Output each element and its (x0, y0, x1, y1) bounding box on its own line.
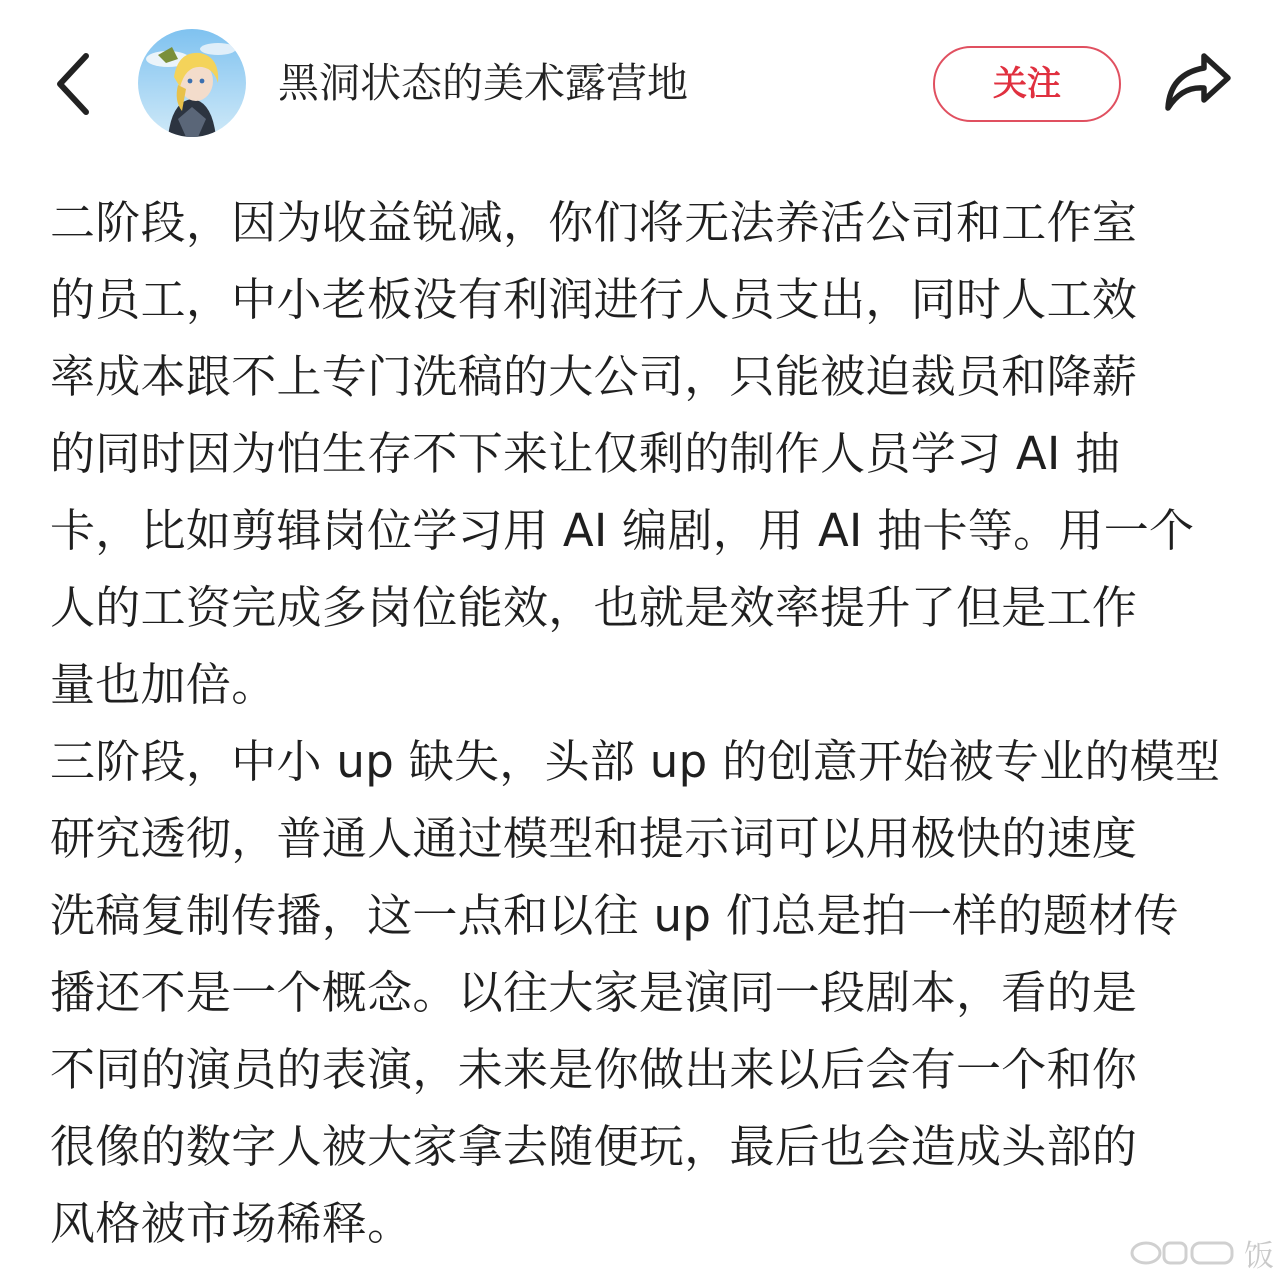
back-button[interactable] (46, 46, 106, 122)
follow-button[interactable]: 关注 (933, 46, 1121, 122)
post-paragraph: 三阶段，中小 up 缺失，头部 up 的创意开始被专业的模型 研究透彻，普通人通过模型和提示词可以用极快的速度 洗稿复制传播，这一点和以往 up 们总是拍一样的题材传 播还不是一个概念。以往大家是演同一段剧本，看的是 不同的演员的表演，未来是你做出来以后会有一个和你 很像的数字人被大家拿去随便玩，最后也会造成头部的 风格被市场稀释。 (50, 735, 1221, 1250)
post-paragraph: 二阶段，因为收益锐减，你们将无法养活公司和工作室 的员工，中小老板没有利润进行人员支出，同时人工效 率成本跟不上专门洗稿的大公司，只能被迫裁员和降薪 的同时因为怕生存不下来让仅剩的制作人员学习 AI 抽 卡，比如剪辑岗位学习用 AI 编剧，用 AI 抽卡等。用一个 人的工资完成多岗位能效，也就是效率提升了但是工作 量也加倍。 (50, 196, 1195, 711)
post-body (50, 184, 1250, 1262)
top-bar (0, 0, 1284, 170)
watermark-logo-icon (1128, 1233, 1238, 1273)
avatar-image (138, 29, 246, 137)
watermark (1128, 1226, 1274, 1280)
share-arrow-icon (1160, 48, 1234, 116)
chevron-left-icon (46, 46, 106, 122)
account-name[interactable]: 黑洞状态的美术露营地 (278, 59, 688, 107)
watermark-text: 饭 (1244, 1239, 1274, 1274)
avatar[interactable] (138, 29, 246, 137)
share-button[interactable] (1160, 48, 1234, 116)
